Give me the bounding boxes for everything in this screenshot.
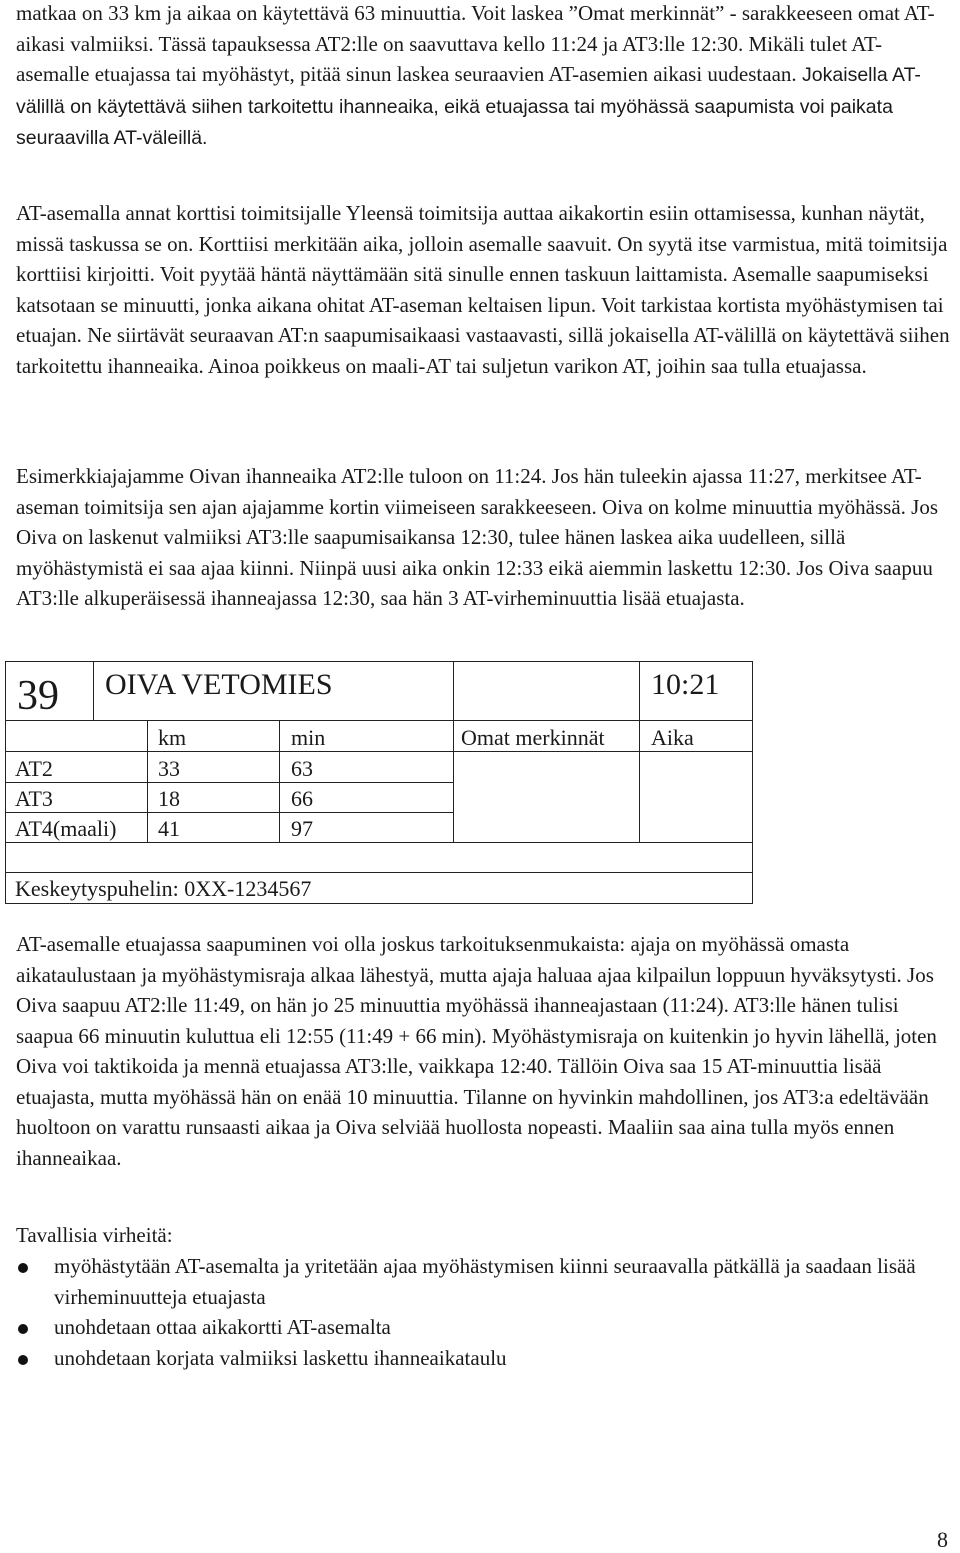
driver-name: OIVA VETOMIES [105, 668, 333, 701]
card-number: 39 [17, 673, 59, 719]
start-time: 10:21 [651, 668, 720, 701]
page-number: 8 [937, 1527, 948, 1552]
row-station: AT2 [15, 756, 53, 781]
row-km: 41 [158, 816, 180, 841]
mistakes-list [16, 1251, 952, 1373]
row-min: 66 [291, 786, 313, 811]
time-card [5, 661, 753, 904]
row-km: 33 [158, 756, 180, 781]
paragraph-at-station: AT-asemalla annat korttisi toimitsijalle Yleensä toimitsija auttaa aikakortin esiin ottamisessa, kunhan näytät, missä taskussa se on. Korttiisi merkitään aika, jolloin asemalle saavuit. On syytä itse varmistua, mitä toimitsija korttiisi kirjoitti. Voit pyytää häntä näyttämään sitä sinulle ennen taskuun laittamista. Asemalle saapumiseksi katsotaan se minuutti, jonka aikana ohitat AT-aseman keltaisen lipun. Voit tarkistaa kortista myöhästymisen tai etuajan. Ne siirtävät seuraavan AT:n saapumisaikaasi vastaavasti, sillä jokaisella AT-välillä on käytettävä siihen tarkoitettu ihanneaika. Ainoa poikkeus on maali-AT tai suljetun varikon AT, joihin saa tulla etuajassa. [16, 201, 950, 378]
bullet-icon [18, 1355, 28, 1365]
paragraph-instructions [16, 0, 952, 154]
mistakes-heading: Tavallisia virheitä: [16, 1223, 173, 1247]
list-item-text: myöhästytään AT-asemalta ja yritetään ajaa myöhästymisen kiinni seuraavalla pätkällä ja saadaan lisää virheminuutteja etuajasta [54, 1254, 916, 1309]
header-notes: Omat merkinnät [461, 725, 605, 750]
bullet-icon [18, 1263, 28, 1273]
list-item [16, 1251, 952, 1312]
list-item-text: unohdetaan ottaa aikakortti AT-asemalta [54, 1315, 391, 1339]
row-station: AT3 [15, 786, 53, 811]
row-km: 18 [158, 786, 180, 811]
header-time: Aika [651, 725, 694, 750]
header-min: min [291, 725, 326, 750]
row-min: 63 [291, 756, 313, 781]
card-footer-phone: Keskeytyspuhelin: 0XX-1234567 [15, 876, 312, 901]
bullet-icon [18, 1324, 28, 1334]
paragraph-instructions-rule: Jokaisella AT-välillä on käytettävä siihen tarkoitettu ihanneaika, eikä etuajassa tai myöhässä saapumista voi paikata seuraavilla AT-väleillä. [16, 64, 921, 149]
header-km: km [158, 725, 187, 750]
paragraph-instructions-text: matkaa on 33 km ja aikaa on käytettävä 63 minuuttia. Voit laskea ”Omat merkinnät” - sarakkeeseen omat AT-aikasi valmiiksi. Tässä tapauksessa AT2:lle on saavuttava kello 11:24 ja AT3:lle 12:30. Mikäli tulet AT-asemalle etuajassa tai myöhästyt, pitää sinun laskea seuraavien AT-asemien aikasi uudestaan. [16, 1, 935, 86]
paragraph-example: Esimerkkiajajamme Oivan ihanneaika AT2:lle tuloon on 11:24. Jos hän tuleekin ajassa 11:27, merkitsee AT-aseman toimitsija sen ajan ajajamme kortin viimeiseen sarakkeeseen. Oiva on kolme minuuttia myöhässä. Jos Oiva on laskenut valmiiksi AT3:lle saapumisaikansa 12:30, tulee hänen laskea aika uudelleen, sillä myöhästymistä ei saa ajaa kiinni. Niinpä uusi aika onkin 12:33 eikä aiemmin laskettu 12:30. Jos Oiva saapuu AT3:lle alkuperäisessä ihanneajassa 12:30, saa hän 3 AT-virheminuuttia lisää etuajasta. [16, 464, 939, 610]
row-min: 97 [291, 816, 313, 841]
list-item-text: unohdetaan korjata valmiiksi laskettu ihanneaikataulu [54, 1345, 507, 1370]
list-item [16, 1343, 952, 1374]
paragraph-early-arrival: AT-asemalle etuajassa saapuminen voi olla joskus tarkoituksenmukaista: ajaja on myöhässä omasta aikataulustaan ja myöhästymisraja alkaa lähestyä, mutta ajaja haluaa ajaa kilpailun loppuun hyväksytysti. Jos Oiva saapuu AT2:lle 11:49, on hän jo 25 minuuttia myöhässä ihanneajastaan (11:24). AT3:lle hänen tulisi saapua 66 minuutin kuluttua eli 12:55 (11:49 + 66 min). Myöhästymisraja on kuitenkin jo hyvin lähellä, joten Oiva voi taktikoida ja mennä etuajassa AT3:lle, vaikkapa 12:40. Tällöin Oiva saa 15 AT-minuuttia lisää etuajasta, mutta myöhässä hän on enää 10 minuuttia. Tilanne on hyvinkin mahdollinen, jos AT3:a edeltävään huoltoon on varattu runsaasti aikaa ja Oiva selviää huollosta nopeasti. Maaliin saa aina tulla myös ennen ihanneaikaa. [16, 932, 937, 1170]
list-item [16, 1312, 952, 1343]
row-station: AT4(maali) [15, 816, 117, 841]
